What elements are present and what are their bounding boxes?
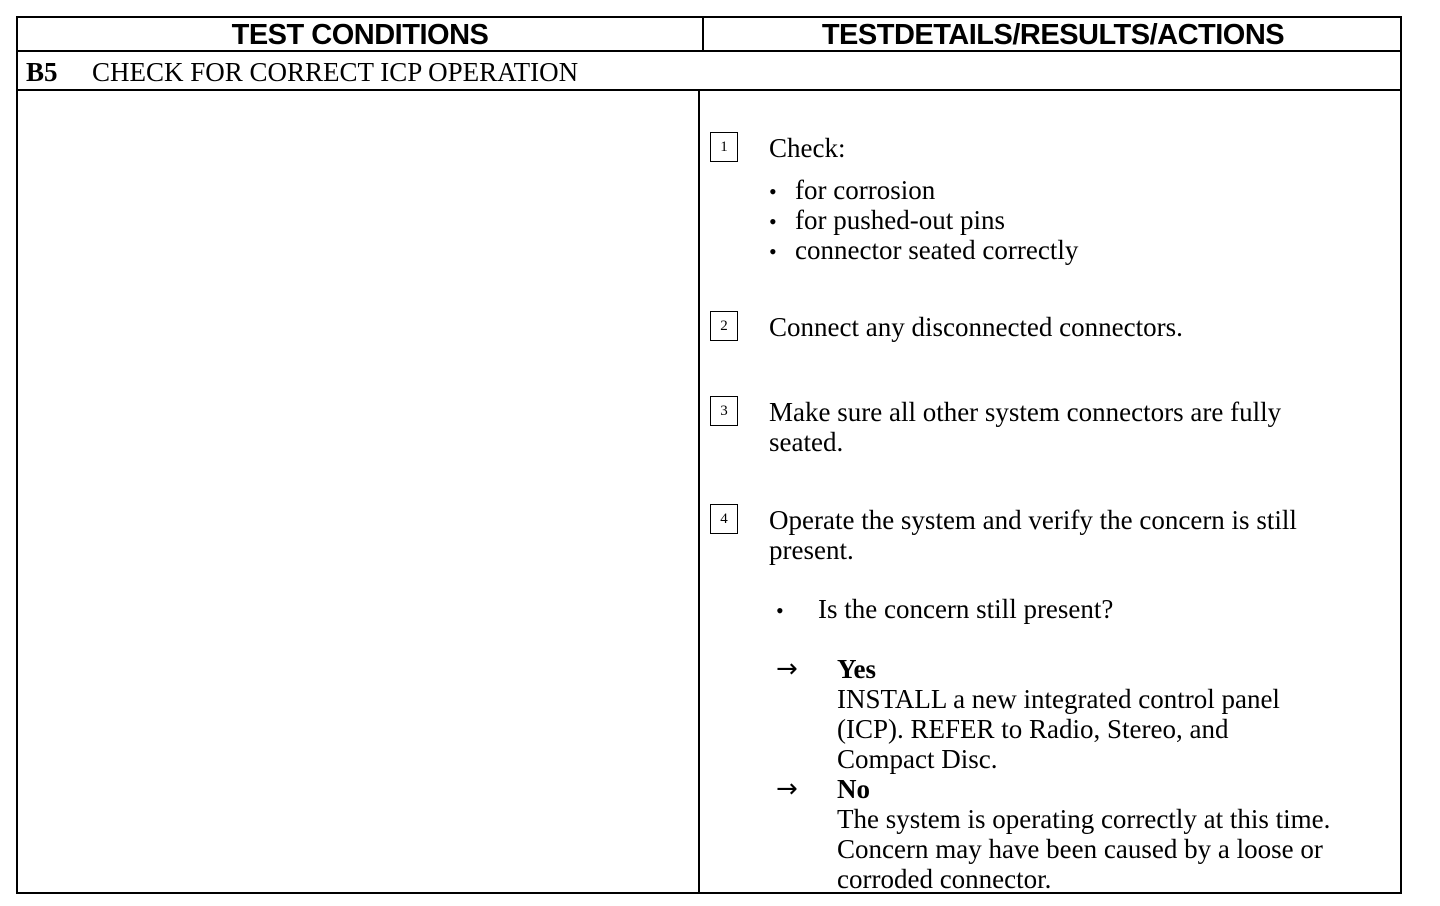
step-4-line-1: Operate the system and verify the concern is still xyxy=(769,505,1297,535)
step-1-bullet-3 xyxy=(769,235,1078,267)
section-title: CHECK FOR CORRECT ICP OPERATION xyxy=(92,56,579,87)
no-line-3: corroded connector. xyxy=(837,864,1052,894)
section-code: B5 xyxy=(26,56,58,87)
bullet-text: for pushed-out pins xyxy=(795,205,1005,235)
bullet-icon: • xyxy=(769,179,777,204)
bullet-icon: • xyxy=(769,209,777,234)
bullet-icon: • xyxy=(769,239,777,264)
body-column-divider xyxy=(698,91,700,894)
step-2-number-box: 2 xyxy=(710,311,738,341)
question-text: Is the concern still present? xyxy=(818,594,1114,624)
header-divider xyxy=(702,18,704,52)
step-4-line-2: present. xyxy=(769,535,854,565)
section-bottom-rule xyxy=(18,89,1400,91)
step-3-line-2: seated. xyxy=(769,427,844,457)
yes-line-3: Compact Disc. xyxy=(837,744,998,774)
step-1-bullet-2 xyxy=(769,205,1005,237)
step-3-line-1: Make sure all other system connectors are fully xyxy=(769,397,1282,427)
step-1-text: Check: xyxy=(769,133,846,163)
yes-arrow-icon: → xyxy=(776,654,798,684)
yes-line-1: INSTALL a new integrated control panel xyxy=(837,684,1280,714)
header-bottom-rule xyxy=(18,50,1400,52)
header-test-details: TESTDETAILS/RESULTS/ACTIONS xyxy=(821,18,1285,51)
header-test-conditions: TEST CONDITIONS xyxy=(231,18,489,51)
bullet-icon: • xyxy=(776,598,784,623)
step-1-bullet-1 xyxy=(769,175,935,207)
step-2-text: Connect any disconnected connectors. xyxy=(769,312,1183,342)
step-3-number-box: 3 xyxy=(710,396,738,426)
yes-label: Yes xyxy=(837,654,876,684)
step-1-number-box: 1 xyxy=(710,132,738,162)
no-line-1: The system is operating correctly at this time. xyxy=(837,804,1331,834)
step-4-question xyxy=(776,594,1113,626)
yes-line-2: (ICP). REFER to Radio, Stereo, and xyxy=(837,714,1229,744)
step-4-number-box: 4 xyxy=(710,504,738,534)
bullet-text: connector seated correctly xyxy=(795,235,1079,265)
no-arrow-icon: → xyxy=(776,774,798,804)
diagnostic-table xyxy=(16,16,1402,894)
bullet-text: for corrosion xyxy=(795,175,936,205)
no-line-2: Concern may have been caused by a loose or xyxy=(837,834,1323,864)
no-label: No xyxy=(837,774,870,804)
section-heading xyxy=(26,55,578,89)
